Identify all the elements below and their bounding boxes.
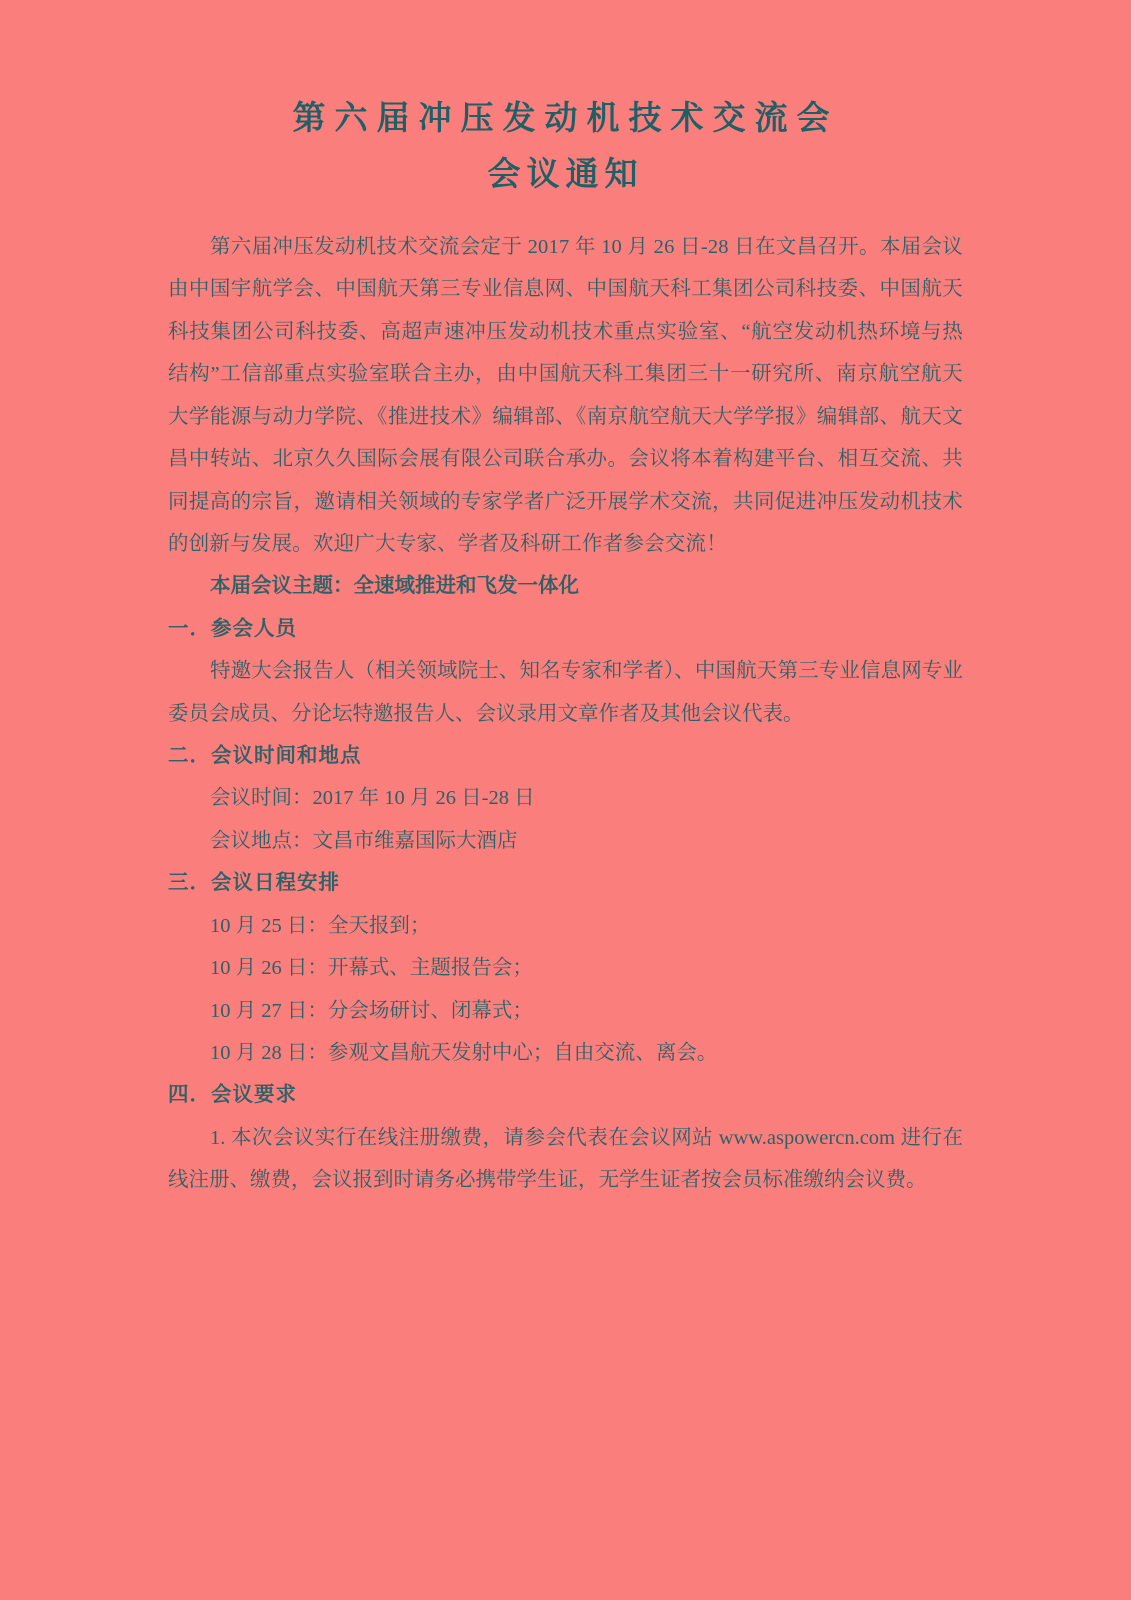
schedule-line-3: 10 月 27 日：分会场研讨、闭幕式； (210, 999, 533, 1022)
section-heading-time-place: 二．会议时间和地点 (168, 745, 362, 768)
section-heading-schedule: 三．会议日程安排 (168, 872, 340, 895)
schedule-line-2: 10 月 26 日：开幕式、主题报告会； (210, 957, 533, 980)
page-subtitle: 会议通知 (487, 156, 644, 193)
page-title: 第六届冲压发动机技术交流会 (292, 101, 839, 137)
document-title-block (168, 95, 963, 200)
conference-theme: 本届会议主题：全速域推进和飞发一体化 (210, 575, 579, 598)
section-body-requirements: 1. 本次会议实行在线注册缴费，请参会代表在会议网站 www.aspowercn.com 进行在线注册、缴费，会议报到时请务必携带学生证，无学生证者按会员标准缴纳会议费。 (168, 1126, 963, 1192)
intro-paragraph: 第六届冲压发动机技术交流会定于 2017 年 10 月 26 日-28 日在文昌召开。本届会议由中国宇航学会、中国航天第三专业信息网、中国航天科工集团公司科技委、中国航天科技集团公司科技委、高超声速冲压发动机技术重点实验室、“航空发动机热环境与热结构”工信部重点实验室联合主办，由中国航天科工集团三十一研究所、南京航空航天大学能源与动力学院、《推进技术》编辑部、《南京航空航天大学学报》编辑部、航天文昌中转站、北京久久国际会展有限公司联合承办。会议将本着构建平台、相互交流、共同提高的宗旨，邀请相关领域的专家学者广泛开展学术交流，共同促进冲压发动机技术的创新与发展。欢迎广大专家、学者及科研工作者参会交流！ (168, 236, 963, 555)
schedule-line-1: 10 月 25 日：全天报到； (210, 914, 431, 937)
meeting-time-line: 会议时间：2017 年 10 月 26 日-28 日 (210, 787, 535, 810)
schedule-line-4: 10 月 28 日：参观文昌航天发射中心；自由交流、离会。 (210, 1042, 718, 1065)
section-heading-attendees: 一．参会人员 (168, 617, 297, 640)
section-body-attendees: 特邀大会报告人（相关领域院士、知名专家和学者）、中国航天第三专业信息网专业委员会成员、分论坛特邀报告人、会议录用文章作者及其他会议代表。 (168, 660, 963, 725)
meeting-place-line: 会议地点：文昌市维嘉国际大酒店 (210, 829, 518, 852)
section-heading-requirements: 四．会议要求 (168, 1084, 297, 1107)
